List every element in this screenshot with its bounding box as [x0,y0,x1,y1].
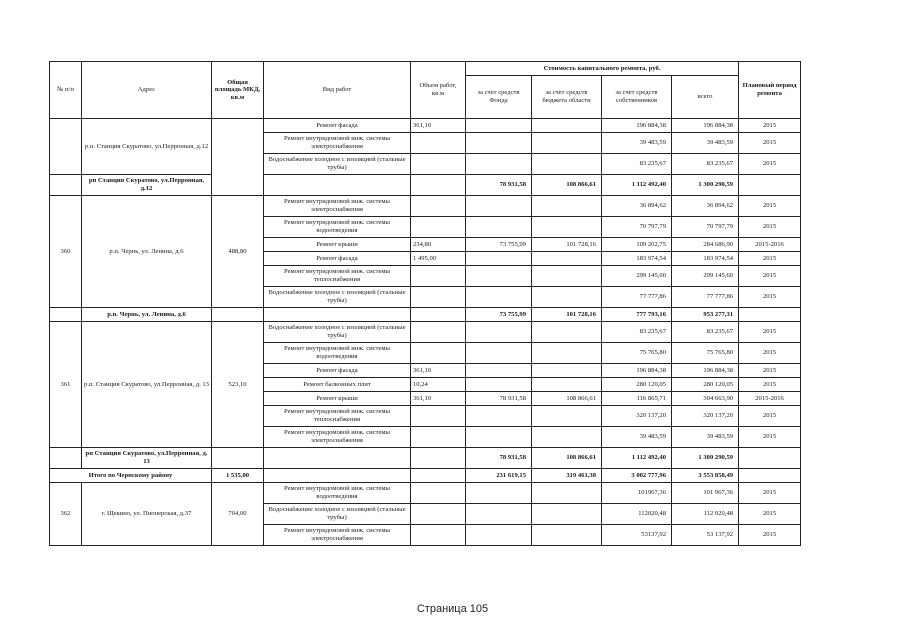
total-cell: 1 300 290,59 [672,175,739,196]
row-num: 360 [50,196,82,308]
header-volume: Объем работ, кв.м [411,62,466,119]
total-cell: 1 300 290,59 [672,448,739,469]
header-fund: за счет средств Фонда [466,76,532,119]
work-cell: Водоснабжение холодное с изоляцией (стальные трубы) [264,504,411,525]
owners-cell: 53137,92 [602,525,672,546]
period-cell: 2015 [739,343,801,364]
period-cell [739,448,801,469]
total-cell: 3 553 858,49 [672,469,739,483]
fund-cell [466,322,532,343]
period-cell: 2015 [739,364,801,378]
volume-cell [411,266,466,287]
period-cell: 2015 [739,406,801,427]
period-cell: 2015 [739,483,801,504]
period-cell: 2015-2016 [739,392,801,406]
header-work: Вид работ [264,62,411,119]
work-cell: Ремонт фасада [264,119,411,133]
region-cell [532,217,602,238]
work-cell: Ремонт внутридомовой инж. системы электроснабжения [264,133,411,154]
total-cell: 39 483,59 [672,133,739,154]
total-cell: 304 663,90 [672,392,739,406]
table-row [50,119,801,133]
region-cell [532,266,602,287]
header-area: Общая площадь МКД, кв.м [212,62,264,119]
total-cell: 101 967,36 [672,483,739,504]
fund-cell: 73 755,99 [466,308,532,322]
period-cell: 2015 [739,287,801,308]
header-region: за счет средств бюджета области [532,76,602,119]
fund-cell [466,525,532,546]
volume-cell: 361,10 [411,364,466,378]
total-cell: 953 277,31 [672,308,739,322]
fund-cell: 78 931,58 [466,392,532,406]
owners-cell: 77 777,86 [602,287,672,308]
subtotal-label: рп Станция Скуратово, ул.Перронная, д. 13 [82,448,212,469]
region-cell [532,196,602,217]
total-cell: 284 686,90 [672,238,739,252]
header-owners: за счет средств собственников [602,76,672,119]
owners-cell: 112020,48 [602,504,672,525]
work-cell: Ремонт внутридомовой инж. системы электроснабжения [264,427,411,448]
fund-cell: 78 931,58 [466,448,532,469]
total-cell: 183 974,54 [672,252,739,266]
capital-repair-table [49,61,801,546]
work-cell: Ремонт фасада [264,252,411,266]
region-cell: 108 866,61 [532,448,602,469]
fund-cell [466,287,532,308]
owners-cell: 39 483,59 [602,133,672,154]
volume-cell [411,448,466,469]
total-cell: 83 235,67 [672,154,739,175]
period-cell: 2015 [739,196,801,217]
district-total-label: Итого по Чернскому району [50,469,212,483]
row-num: 362 [50,483,82,546]
fund-cell [466,364,532,378]
volume-cell [411,483,466,504]
region-cell [532,287,602,308]
row-num: 361 [50,322,82,448]
fund-cell [466,266,532,287]
region-cell [532,322,602,343]
work-cell [264,308,411,322]
volume-cell: 234,80 [411,238,466,252]
page-number: Страница 105 [416,603,489,615]
period-cell: 2015 [739,378,801,392]
owners-cell: 183 974,54 [602,252,672,266]
work-cell: Ремонт внутридомовой инж. системы водоотведения [264,217,411,238]
volume-cell [411,287,466,308]
row-address: р.п. Чернь, ул. Ленина, д.6 [82,196,212,308]
volume-cell: 361,10 [411,119,466,133]
total-cell: 196 884,38 [672,364,739,378]
region-cell [532,343,602,364]
total-cell: 75 765,80 [672,343,739,364]
owners-cell: 70 797,79 [602,217,672,238]
table-header-row [50,62,801,76]
work-cell: Ремонт внутридомовой инж. системы теплоснабжения [264,406,411,427]
period-cell: 2015 [739,525,801,546]
volume-cell [411,217,466,238]
owners-cell: 75 765,80 [602,343,672,364]
fund-cell: 73 755,99 [466,238,532,252]
table-row [50,322,801,343]
header-address: Адрес [82,62,212,119]
fund-cell [466,217,532,238]
row-num [50,448,82,469]
period-cell: 2015 [739,504,801,525]
subtotal-label: р.п. Чернь, ул. Ленина, д.6 [82,308,212,322]
owners-cell: 116 865,71 [602,392,672,406]
total-cell: 83 235,67 [672,322,739,343]
table-row [50,196,801,217]
row-area [212,448,264,469]
owners-cell: 83 235,67 [602,322,672,343]
region-cell: 101 728,16 [532,308,602,322]
region-cell [532,133,602,154]
row-area: 488,80 [212,196,264,308]
work-cell: Ремонт внутридомовой инж. системы водоотведения [264,343,411,364]
region-cell [532,364,602,378]
total-cell: 280 120,05 [672,378,739,392]
region-cell: 101 728,16 [532,238,602,252]
fund-cell [466,504,532,525]
district-total-row [50,469,801,483]
period-cell: 2015 [739,322,801,343]
owners-cell: 777 793,16 [602,308,672,322]
table-row [50,483,801,504]
volume-cell [411,154,466,175]
volume-cell [411,322,466,343]
fund-cell [466,196,532,217]
volume-cell [411,175,466,196]
owners-cell: 1 112 492,40 [602,448,672,469]
work-cell: Ремонт балконных плит [264,378,411,392]
work-cell: Ремонт внутридомовой инж. системы электроснабжения [264,525,411,546]
region-cell [532,406,602,427]
region-cell [532,427,602,448]
period-cell: 2015 [739,217,801,238]
total-cell: 320 137,20 [672,406,739,427]
header-num: № п/п [50,62,82,119]
region-cell [532,154,602,175]
volume-cell [411,427,466,448]
period-cell: 2015-2016 [739,238,801,252]
owners-cell: 83 235,67 [602,154,672,175]
row-address: г. Щекино, ул. Пионерская, д.37 [82,483,212,546]
subtotal-label: рп Станция Скуратово, ул.Перронная, д.12 [82,175,212,196]
fund-cell [466,343,532,364]
volume-cell [411,196,466,217]
volume-cell: 1 495,00 [411,252,466,266]
region-cell [532,525,602,546]
work-cell: Водоснабжение холодное с изоляцией (стальные трубы) [264,154,411,175]
owners-cell: 196 884,38 [602,364,672,378]
period-cell: 2015 [739,266,801,287]
volume-cell [411,504,466,525]
fund-cell [466,154,532,175]
fund-cell: 78 931,58 [466,175,532,196]
period-cell: 2015 [739,119,801,133]
owners-cell: 3 002 777,96 [602,469,672,483]
volume-cell: 10,24 [411,378,466,392]
row-num [50,308,82,322]
total-cell: 36 894,62 [672,196,739,217]
work-cell [264,175,411,196]
work-cell: Ремонт крыши [264,238,411,252]
owners-cell: 39 483,59 [602,427,672,448]
total-cell: 299 145,60 [672,266,739,287]
row-area [212,308,264,322]
volume-cell [411,406,466,427]
header-period: Плановый период ремонта [739,62,801,119]
period-cell: 2015 [739,154,801,175]
work-cell [264,448,411,469]
total-cell: 70 797,79 [672,217,739,238]
total-cell: 53 137,92 [672,525,739,546]
subtotal-row [50,308,801,322]
work-cell: Ремонт внутридомовой инж. системы электроснабжения [264,196,411,217]
fund-cell [466,119,532,133]
period-cell [739,308,801,322]
total-cell: 196 884,38 [672,119,739,133]
region-cell [532,119,602,133]
work-cell: Водоснабжение холодное с изоляцией (стальные трубы) [264,322,411,343]
subtotal-row [50,175,801,196]
region-cell: 108 866,61 [532,175,602,196]
volume-cell [411,133,466,154]
owners-cell: 299 145,60 [602,266,672,287]
total-cell: 77 777,86 [672,287,739,308]
subtotal-row [50,448,801,469]
row-num [50,175,82,196]
fund-cell [466,378,532,392]
fund-cell [466,252,532,266]
header-total: всего [672,76,739,119]
fund-cell [466,483,532,504]
period-cell: 2015 [739,133,801,154]
period-cell [739,175,801,196]
work-cell: Ремонт фасада [264,364,411,378]
row-address: р.п. Станция Скуратово, ул.Перронная, д.12 [82,119,212,175]
region-cell [532,483,602,504]
work-cell: Ремонт крыши [264,392,411,406]
volume-cell [411,469,466,483]
owners-cell: 101967,36 [602,483,672,504]
row-area: 704,00 [212,483,264,546]
row-num [50,119,82,175]
volume-cell [411,343,466,364]
owners-cell: 36 894,62 [602,196,672,217]
header-cost-group: Стоимость капитального ремонта, руб. [466,62,739,76]
region-cell [532,252,602,266]
period-cell: 2015 [739,427,801,448]
fund-cell [466,406,532,427]
fund-cell [466,133,532,154]
owners-cell: 109 202,75 [602,238,672,252]
owners-cell: 196 884,38 [602,119,672,133]
work-cell: Ремонт внутридомовой инж. системы теплоснабжения [264,266,411,287]
volume-cell [411,308,466,322]
region-cell: 319 461,38 [532,469,602,483]
row-area: 523,10 [212,322,264,448]
region-cell [532,378,602,392]
owners-cell: 320 137,20 [602,406,672,427]
owners-cell: 280 120,05 [602,378,672,392]
region-cell [532,504,602,525]
work-cell: Водоснабжение холодное с изоляцией (стальные трубы) [264,287,411,308]
fund-cell [466,427,532,448]
total-cell: 112 020,48 [672,504,739,525]
period-cell: 2015 [739,252,801,266]
volume-cell [411,525,466,546]
row-area [212,119,264,196]
row-address: р.п. Станция Скуратово, ул.Перронная, д. 13 [82,322,212,448]
district-total-area: 1 535,00 [212,469,264,483]
owners-cell: 1 112 492,40 [602,175,672,196]
period-cell [739,469,801,483]
fund-cell: 231 619,15 [466,469,532,483]
work-cell: Ремонт внутридомовой инж. системы водоотведения [264,483,411,504]
work-cell [264,469,411,483]
total-cell: 39 483,59 [672,427,739,448]
volume-cell: 361,10 [411,392,466,406]
region-cell: 108 866,61 [532,392,602,406]
